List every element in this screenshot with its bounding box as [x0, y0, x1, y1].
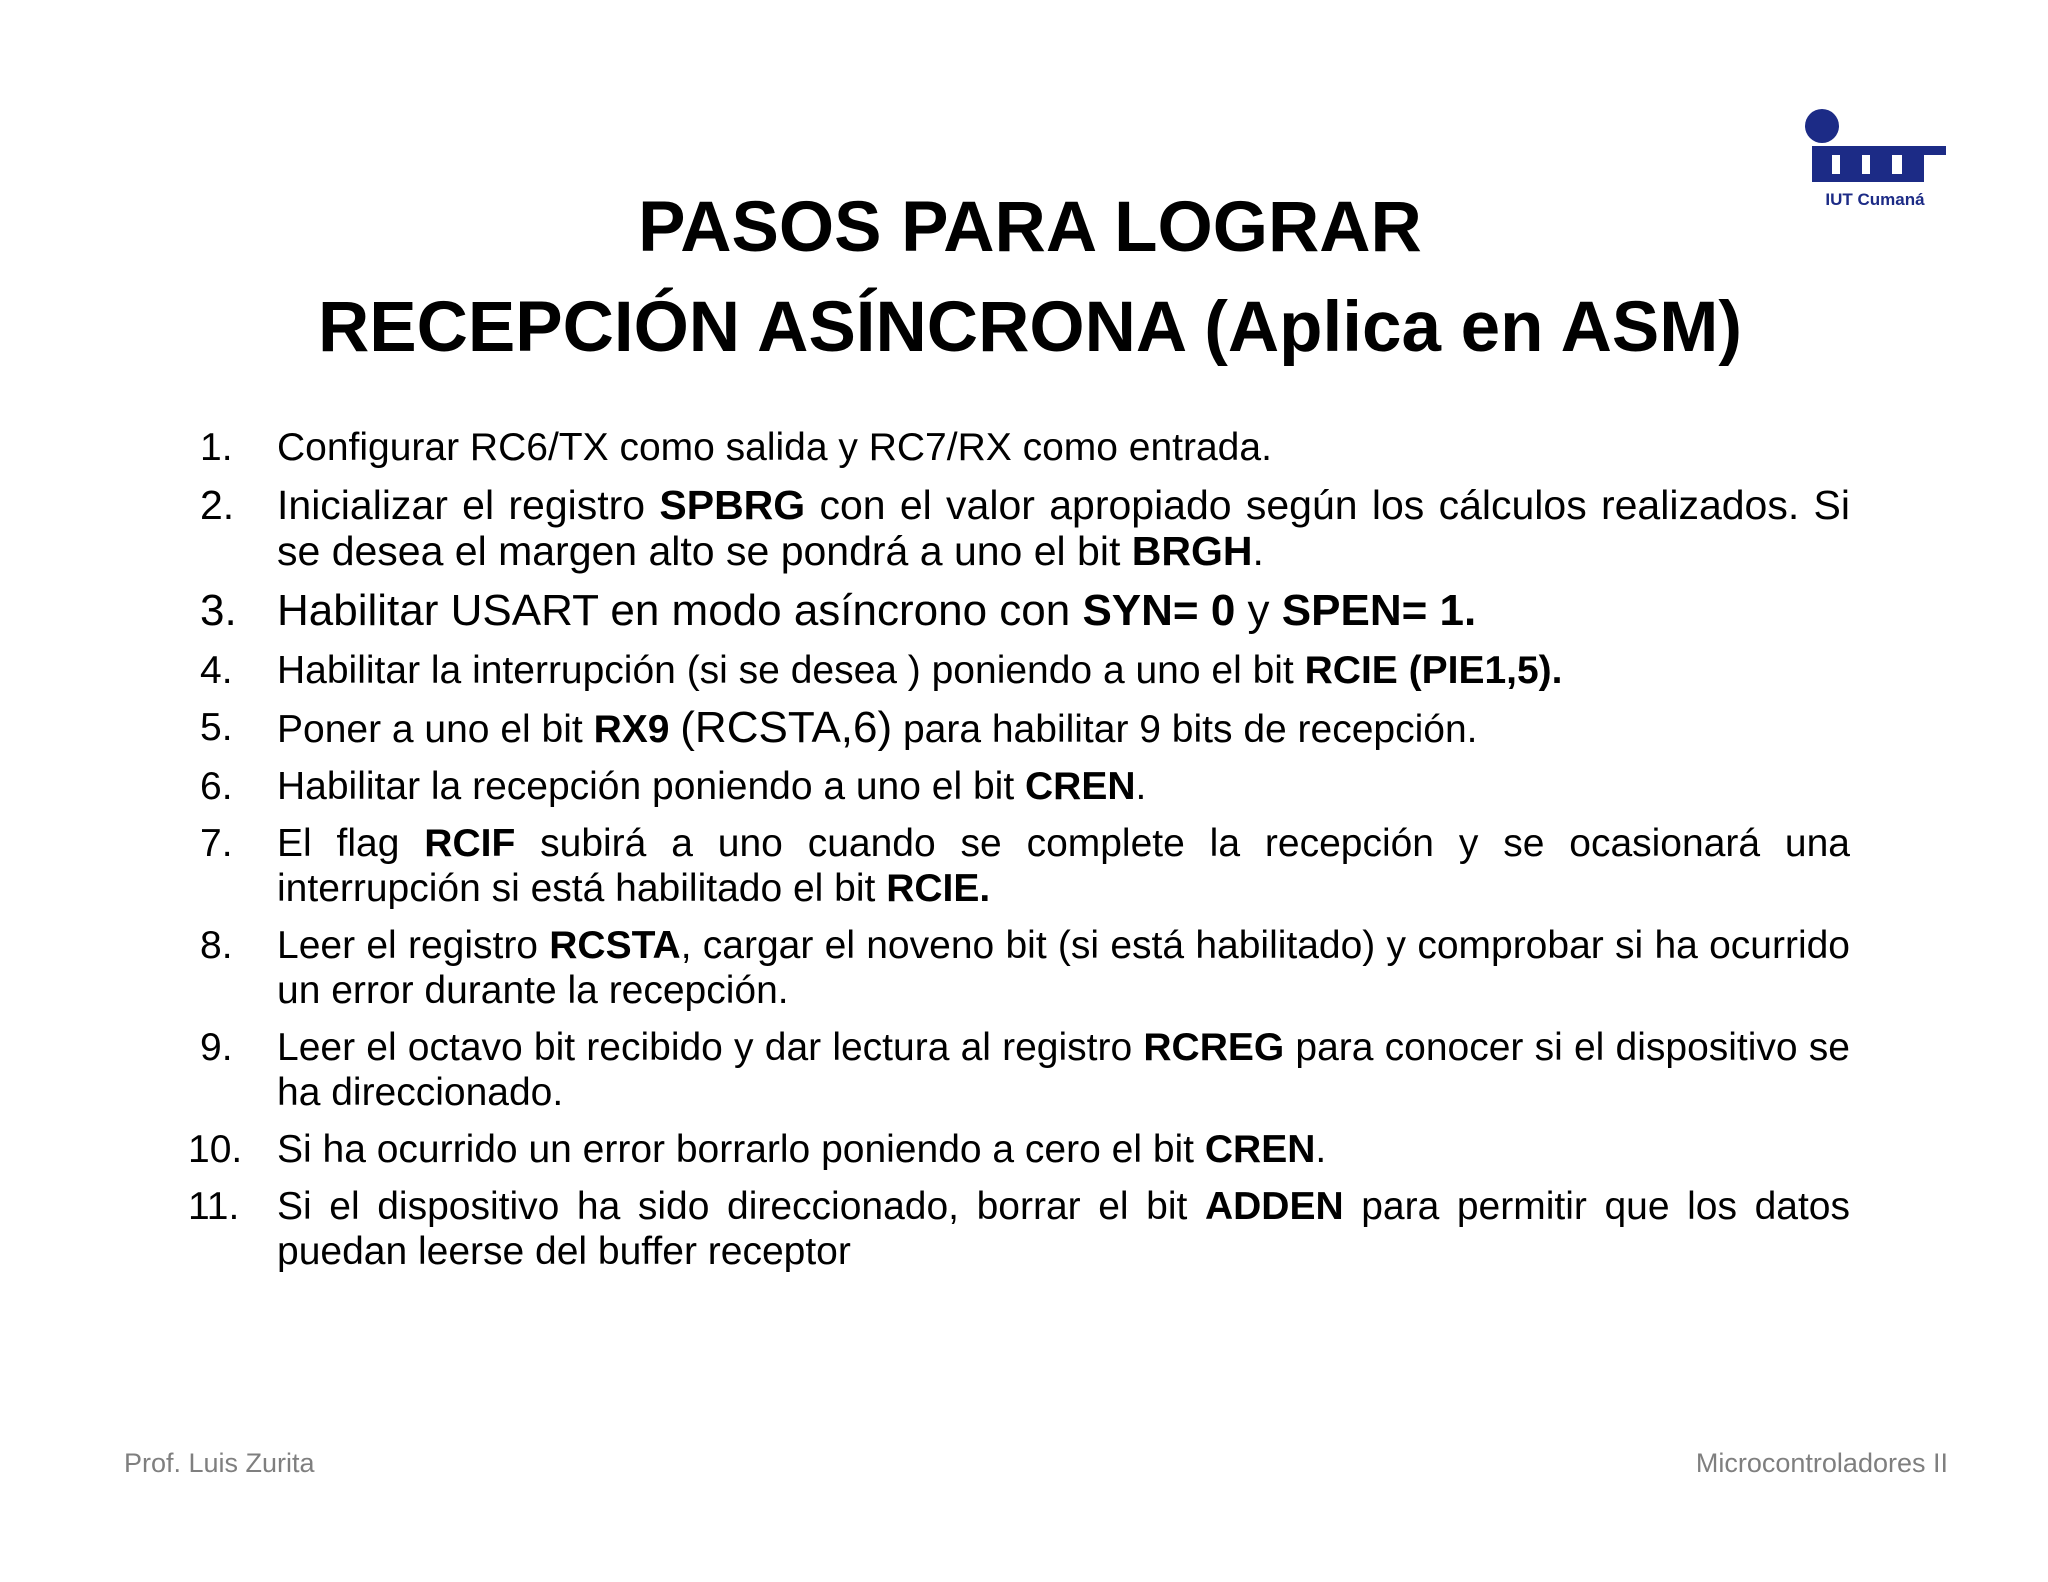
step-text — [277, 765, 1146, 808]
step-text — [277, 703, 1478, 752]
step-number: 4. — [200, 649, 233, 692]
step-text-part — [669, 708, 680, 751]
list-item — [200, 705, 1850, 752]
step-text-part: para permitir que los datos puedan leerse del buffer receptor — [277, 1185, 1850, 1273]
step-number: 9. — [200, 1026, 233, 1069]
footer-author: Prof. Luis Zurita — [124, 1448, 315, 1478]
list-item — [200, 923, 1850, 1013]
list-item — [188, 1184, 1850, 1274]
step-text — [277, 426, 1272, 469]
list-item — [200, 586, 1850, 636]
step-text-part: Habilitar la interrupción (si se desea ) poniendo a uno el bit — [277, 649, 1305, 692]
step-keyword: RCSTA — [549, 924, 681, 967]
step-text-part: . — [1252, 528, 1264, 574]
step-text — [277, 586, 1476, 635]
step-keyword: RCIF — [424, 822, 516, 865]
step-text-part: , cargar el noveno bit (si está habilitado) y comprobar si ha ocurrido un error durante la recepción. — [277, 924, 1850, 1012]
step-text-part: para habilitar 9 bits de recepción. — [892, 708, 1478, 751]
step-number: 6. — [200, 765, 233, 808]
step-text — [277, 1185, 1850, 1273]
step-text-part: Leer el registro — [277, 924, 550, 967]
step-keyword: BRGH — [1131, 528, 1253, 574]
step-text-part: Inicializar el registro — [277, 482, 660, 528]
step-keyword: SYN= 0 — [1082, 586, 1236, 635]
step-keyword: RCIE (PIE1,5). — [1304, 649, 1563, 692]
page-title — [230, 178, 1830, 378]
title-line-1: PASOS PARA LOGRAR — [638, 188, 1422, 267]
list-item — [200, 1025, 1850, 1115]
step-number: 2. — [200, 482, 235, 528]
step-text-part: . — [1135, 765, 1147, 808]
step-keyword: RCREG — [1143, 1026, 1285, 1069]
logo-caption: IUT Cumaná — [1825, 190, 1925, 209]
step-text-part: Si el dispositivo ha sido direccionado, borrar el bit — [277, 1185, 1205, 1228]
step-keyword: ADDEN — [1204, 1185, 1344, 1228]
step-text — [277, 649, 1563, 692]
list-item — [200, 821, 1850, 911]
step-text — [277, 924, 1850, 1012]
step-text-part: con el valor apropiado según los cálculos realizados. Si se desea el margen alto se pondrá a uno el bit — [277, 482, 1850, 574]
step-keyword: RCIE. — [886, 867, 991, 910]
list-item — [200, 482, 1850, 574]
step-text-part: Habilitar la recepción poniendo a uno el bit — [277, 765, 1025, 808]
list-item — [200, 764, 1850, 809]
step-text — [277, 822, 1850, 910]
step-number: 5. — [200, 706, 233, 749]
steps-list — [188, 425, 1850, 1286]
step-text-part: Configurar RC6/TX como salida y RC7/RX como entrada. — [277, 426, 1272, 469]
step-text — [277, 1128, 1326, 1171]
step-number: 8. — [200, 924, 233, 967]
step-text-part: Leer el octavo bit recibido y dar lectura al registro — [277, 1026, 1144, 1069]
step-number: 3. — [200, 586, 237, 635]
step-text — [277, 1026, 1850, 1114]
step-number: 1. — [200, 426, 233, 469]
list-item — [200, 425, 1850, 470]
list-item — [188, 1127, 1850, 1172]
step-text-part: para conocer si el dispositivo se ha direccionado. — [277, 1026, 1850, 1114]
step-keyword: CREN — [1204, 1128, 1316, 1171]
step-keyword: SPEN= 1. — [1281, 586, 1477, 635]
step-text-part: Poner a uno el bit — [277, 708, 594, 751]
step-text — [277, 482, 1850, 574]
step-number: 10. — [188, 1128, 243, 1171]
step-keyword: CREN — [1025, 765, 1136, 808]
step-text-part: Habilitar USART en modo asíncrono con — [277, 586, 1083, 635]
step-text-part: (RCSTA,6) — [680, 703, 893, 752]
list-item — [200, 648, 1850, 693]
step-number: 11. — [188, 1185, 240, 1228]
footer-course: Microcontroladores II — [1695, 1448, 1948, 1478]
step-text-part: subirá a uno cuando se complete la recepción y se ocasionará una interrupción si está habilitado el bit — [277, 822, 1850, 910]
step-text-part: . — [1315, 1128, 1327, 1171]
step-number: 7. — [200, 822, 233, 865]
step-text-part: El flag — [277, 822, 425, 865]
step-text-part: y — [1235, 586, 1282, 635]
step-keyword: SPBRG — [659, 482, 806, 528]
step-text-part: Si ha ocurrido un error borrarlo poniendo a cero el bit — [277, 1128, 1205, 1171]
title-line-2: RECEPCIÓN ASÍNCRONA (Aplica en ASM) — [317, 288, 1743, 367]
step-keyword: RX9 — [593, 708, 670, 751]
